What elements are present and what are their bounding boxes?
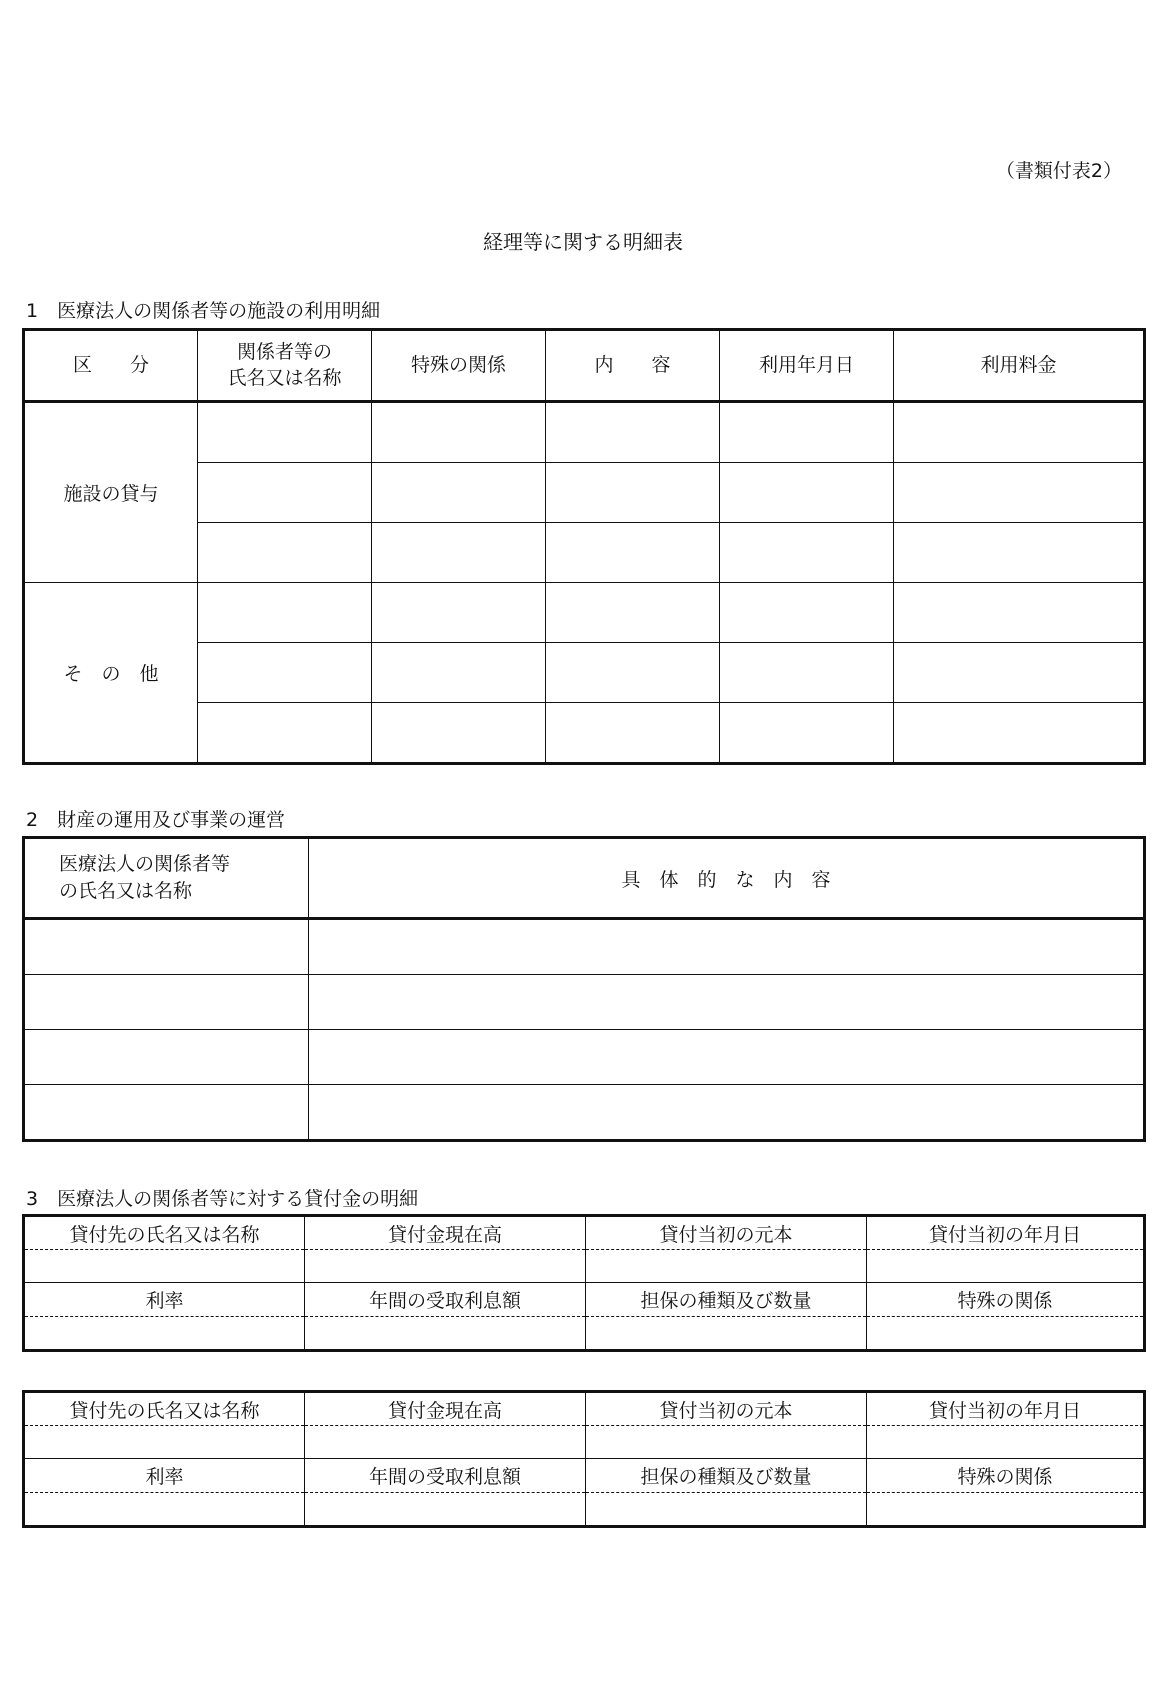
- header-specific-content: 具 体 的 な 内 容: [309, 838, 1145, 919]
- input-cell[interactable]: [894, 642, 1145, 702]
- label-loan-balance: 貸付金現在高: [305, 1216, 586, 1250]
- label-loan-balance: 貸付金現在高: [305, 1392, 586, 1426]
- header-related-party-line2: 氏名又は名称: [227, 366, 342, 389]
- input-cell[interactable]: [198, 463, 372, 523]
- input-cell[interactable]: [546, 642, 720, 702]
- input-cell[interactable]: [24, 1426, 305, 1459]
- input-cell[interactable]: [586, 1316, 867, 1350]
- label-row: [24, 1283, 1145, 1316]
- header-related-party-line1: 関係者等の: [236, 340, 332, 363]
- input-cell[interactable]: [720, 402, 894, 463]
- document-reference: （書類付表2）: [995, 160, 1122, 182]
- input-cell[interactable]: [546, 523, 720, 583]
- input-cell[interactable]: [24, 1085, 309, 1141]
- input-cell[interactable]: [24, 919, 309, 975]
- input-cell[interactable]: [720, 523, 894, 583]
- input-cell[interactable]: [372, 702, 546, 763]
- input-cell[interactable]: [24, 975, 309, 1030]
- table-row: [24, 975, 1145, 1030]
- header-special-relation: 特殊の関係: [372, 330, 546, 402]
- header-related-party-name: [198, 330, 372, 402]
- input-cell[interactable]: [372, 463, 546, 523]
- header-content: 内 容: [546, 330, 720, 402]
- input-cell[interactable]: [586, 1250, 867, 1283]
- input-cell[interactable]: [198, 523, 372, 583]
- group-facility-lending: 施設の貸与: [24, 402, 198, 583]
- table-header-row: [24, 330, 1145, 402]
- input-cell[interactable]: [372, 642, 546, 702]
- header-usage-fee: 利用料金: [894, 330, 1145, 402]
- input-cell[interactable]: [305, 1250, 586, 1283]
- input-cell[interactable]: [305, 1426, 586, 1459]
- table-row: [24, 919, 1145, 975]
- input-cell[interactable]: [867, 1250, 1145, 1283]
- label-collateral: 担保の種類及び数量: [586, 1283, 867, 1316]
- input-cell[interactable]: [546, 402, 720, 463]
- input-cell[interactable]: [867, 1316, 1145, 1350]
- value-row: [24, 1316, 1145, 1350]
- facility-usage-table: [22, 328, 1146, 765]
- label-interest-rate: 利率: [24, 1283, 305, 1316]
- input-cell[interactable]: [894, 583, 1145, 643]
- table-header-row: [24, 838, 1145, 919]
- value-row: [24, 1250, 1145, 1283]
- header-name-line1: 医療法人の関係者等: [59, 853, 231, 876]
- input-cell[interactable]: [720, 463, 894, 523]
- input-cell[interactable]: [305, 1492, 586, 1526]
- input-cell[interactable]: [309, 1030, 1145, 1085]
- input-cell[interactable]: [24, 1492, 305, 1526]
- input-cell[interactable]: [867, 1426, 1145, 1459]
- input-cell[interactable]: [720, 642, 894, 702]
- input-cell[interactable]: [586, 1492, 867, 1526]
- label-borrower-name: 貸付先の氏名又は名称: [24, 1392, 305, 1426]
- label-special-relation: 特殊の関係: [867, 1459, 1145, 1492]
- input-cell[interactable]: [894, 702, 1145, 763]
- group-other: そ の 他: [24, 583, 198, 764]
- input-cell[interactable]: [24, 1250, 305, 1283]
- input-cell[interactable]: [867, 1492, 1145, 1526]
- label-borrower-name: 貸付先の氏名又は名称: [24, 1216, 305, 1250]
- input-cell[interactable]: [198, 642, 372, 702]
- input-cell[interactable]: [894, 402, 1145, 463]
- section-2-heading: 2 財産の運用及び事業の運営: [26, 809, 286, 831]
- input-cell[interactable]: [546, 463, 720, 523]
- label-row: [24, 1459, 1145, 1492]
- header-name-line2: の氏名又は名称: [59, 880, 193, 902]
- input-cell[interactable]: [586, 1426, 867, 1459]
- input-cell[interactable]: [546, 702, 720, 763]
- input-cell[interactable]: [198, 402, 372, 463]
- table-row: [24, 1030, 1145, 1085]
- label-initial-principal: 貸付当初の元本: [586, 1216, 867, 1250]
- input-cell[interactable]: [720, 702, 894, 763]
- input-cell[interactable]: [894, 523, 1145, 583]
- document-title: 経理等に関する明細表: [483, 230, 683, 254]
- label-annual-interest: 年間の受取利息額: [305, 1283, 586, 1316]
- table-row: [24, 583, 1145, 643]
- input-cell[interactable]: [24, 1030, 309, 1085]
- input-cell[interactable]: [546, 583, 720, 643]
- label-annual-interest: 年間の受取利息額: [305, 1459, 586, 1492]
- value-row: [24, 1426, 1145, 1459]
- label-row: [24, 1392, 1145, 1426]
- label-initial-principal: 貸付当初の元本: [586, 1392, 867, 1426]
- header-category: 区 分: [24, 330, 198, 402]
- input-cell[interactable]: [198, 583, 372, 643]
- input-cell[interactable]: [309, 975, 1145, 1030]
- label-initial-date: 貸付当初の年月日: [867, 1216, 1145, 1250]
- label-row: [24, 1216, 1145, 1250]
- input-cell[interactable]: [372, 402, 546, 463]
- section-1-heading: 1 医療法人の関係者等の施設の利用明細: [26, 300, 381, 322]
- input-cell[interactable]: [24, 1316, 305, 1350]
- label-initial-date: 貸付当初の年月日: [867, 1392, 1145, 1426]
- input-cell[interactable]: [309, 919, 1145, 975]
- input-cell[interactable]: [372, 523, 546, 583]
- input-cell[interactable]: [720, 583, 894, 643]
- table-row: [24, 1085, 1145, 1141]
- input-cell[interactable]: [198, 702, 372, 763]
- table-row: [24, 402, 1145, 463]
- section-3-heading: 3 医療法人の関係者等に対する貸付金の明細: [26, 1188, 419, 1210]
- input-cell[interactable]: [305, 1316, 586, 1350]
- input-cell[interactable]: [894, 463, 1145, 523]
- loan-detail-table: [22, 1390, 1146, 1528]
- asset-operation-table: [22, 836, 1146, 1142]
- header-usage-date: 利用年月日: [720, 330, 894, 402]
- label-collateral: 担保の種類及び数量: [586, 1459, 867, 1492]
- loan-detail-table: [22, 1214, 1146, 1352]
- label-interest-rate: 利率: [24, 1459, 305, 1492]
- header-related-party-name: [24, 838, 309, 919]
- input-cell[interactable]: [372, 583, 546, 643]
- input-cell[interactable]: [309, 1085, 1145, 1141]
- label-special-relation: 特殊の関係: [867, 1283, 1145, 1316]
- value-row: [24, 1492, 1145, 1526]
